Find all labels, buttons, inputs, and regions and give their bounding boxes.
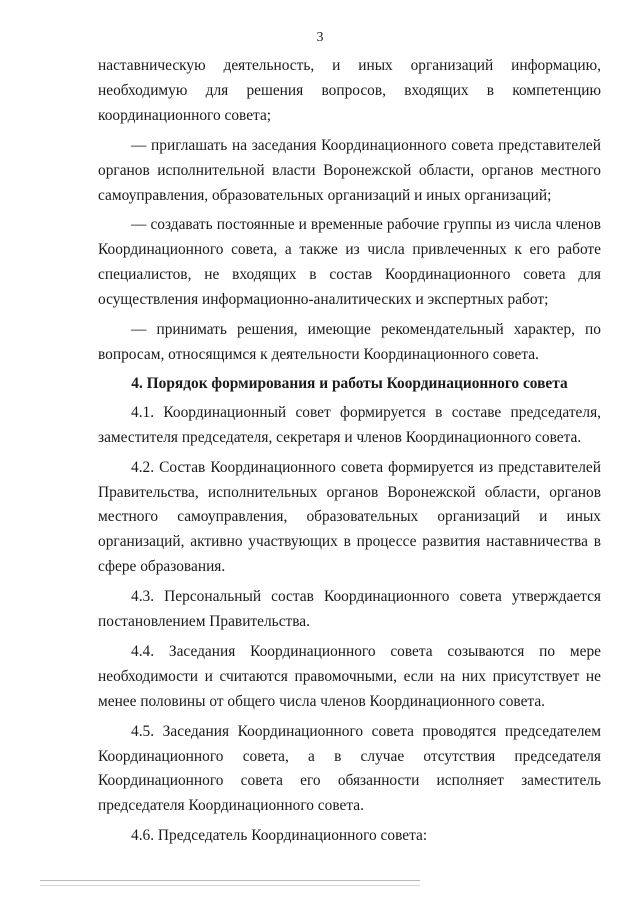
clause-4-4: 4.4. Заседания Координационного совета созываются по мере необходимости и считаются правомочными, если на них присутствует не менее половины от общего числа членов Координационного совета. xyxy=(98,642,601,710)
section-heading: 4. Порядок формирования и работы Координационного совета xyxy=(131,374,568,392)
clause-4-2: 4.2. Состав Координационного совета формируется из представителей Правительства, исполнительных органов Воронежской области, органов местного самоуправления, образовательных организаций и иных организаций, активно участвующих в процессе развития наставничества в сфере образования. xyxy=(98,458,601,576)
list-item-decisions: — принимать решения, имеющие рекомендательный характер, по вопросам, относящимся к деятельности Координационного совета. xyxy=(98,321,601,363)
paragraph-continuation: наставническую деятельность, и иных организаций информацию, необходимую для решения вопросов, входящих в компетенцию координационного совета; xyxy=(98,57,601,124)
page-number: 3 xyxy=(316,30,324,45)
clause-4-6: 4.6. Председатель Координационного совета: xyxy=(131,827,428,845)
document-body xyxy=(98,54,601,849)
clause-4-5: 4.5. Заседания Координационного совета проводятся председателем Координационного совета, а в случае отсутствия председателя Координационного совета его обязанности исполняет заместитель председателя Координационного совета. xyxy=(98,722,601,815)
list-item-working-groups: — создавать постоянные и временные рабочие группы из числа членов Координационного совета, а также из числа привлеченных к его работе специалистов, не входящих в состав Координационного совета для осуществления информационно-аналитических и экспертных работ; xyxy=(98,216,601,309)
scan-edge-line xyxy=(40,880,420,881)
list-item-invite: — приглашать на заседания Координационного совета представителей органов исполнительной власти Воронежской области, органов местного самоуправления, образовательных организаций и иных организаций; xyxy=(98,136,601,204)
clause-4-3: 4.3. Персональный состав Координационного совета утверждается постановлением Правительства. xyxy=(98,588,601,631)
clause-4-1: 4.1. Координационный совет формируется в составе председателя, заместителя председателя, секретаря и членов Координационного совета. xyxy=(98,403,601,446)
scan-edge-line-secondary xyxy=(40,885,420,886)
